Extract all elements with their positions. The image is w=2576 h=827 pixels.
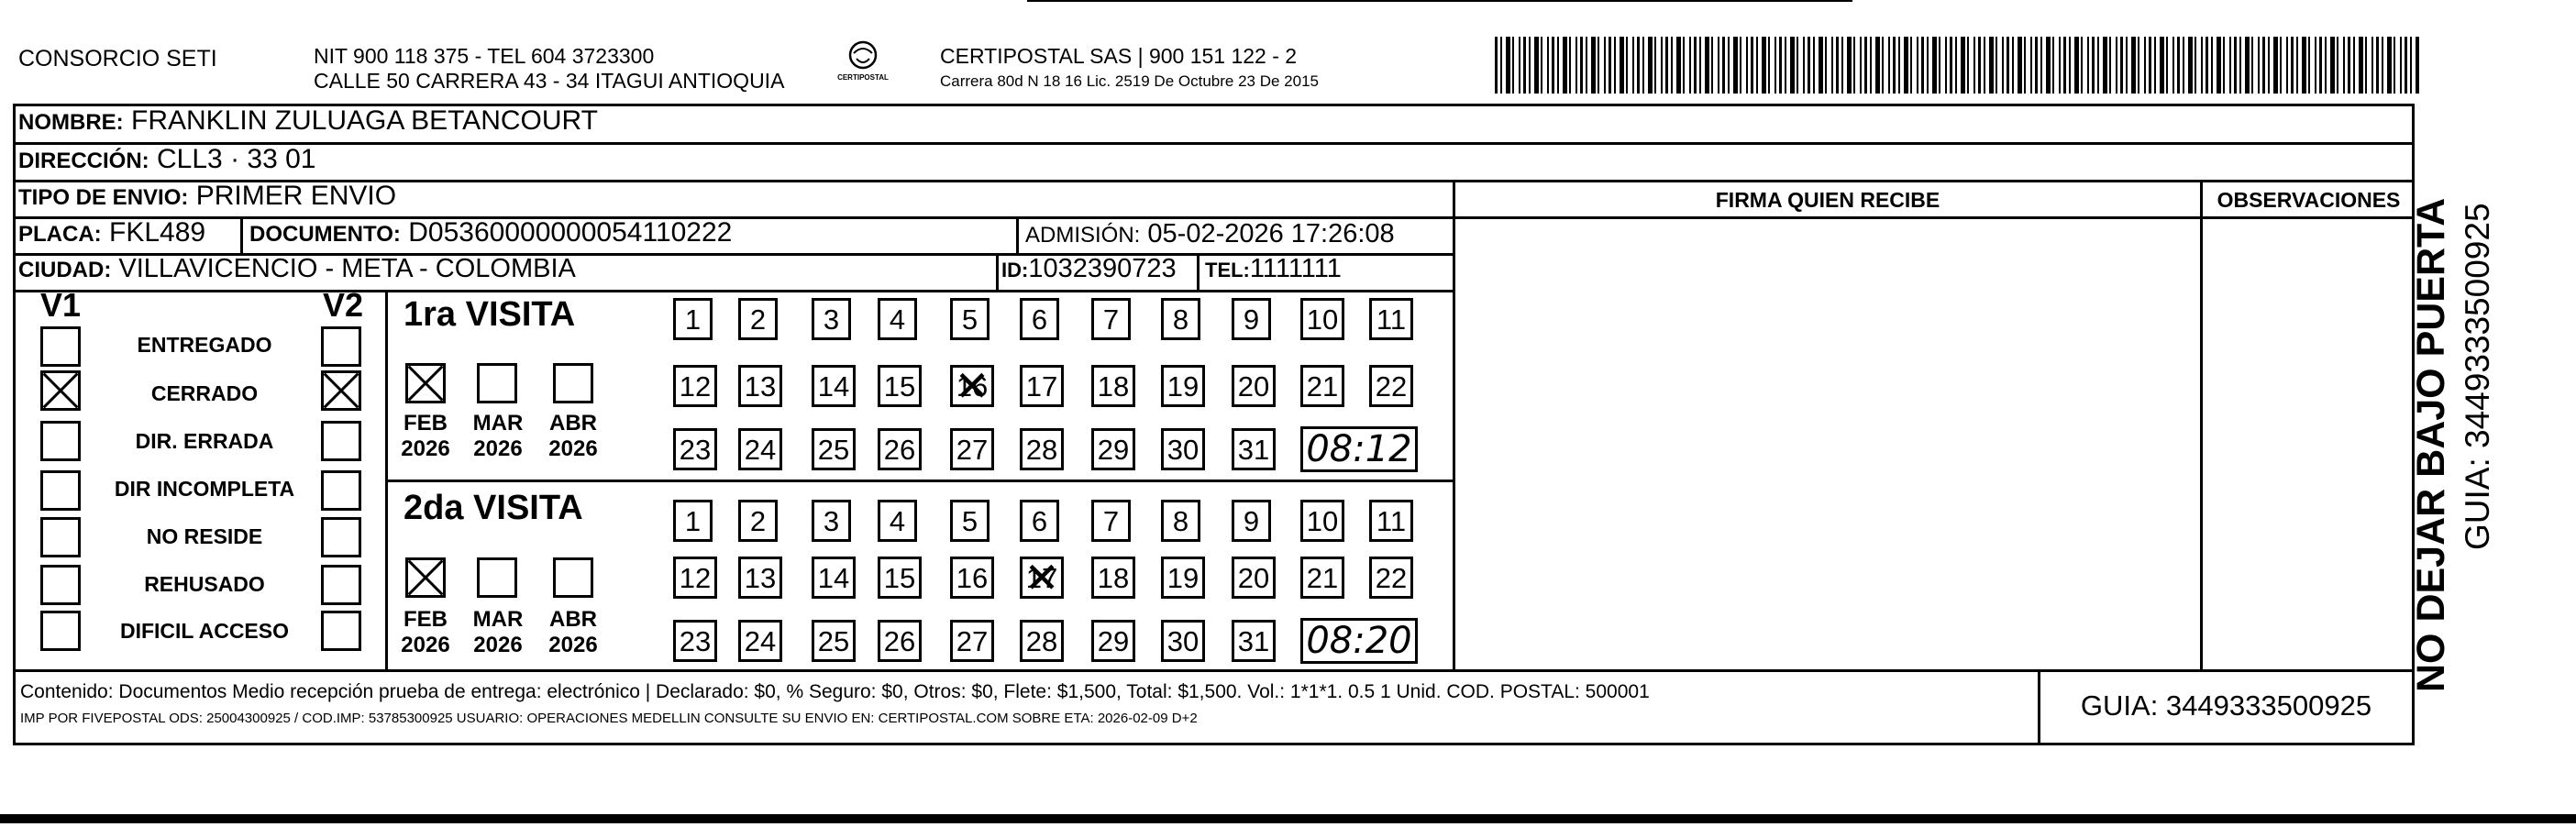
col-divider <box>2200 180 2203 671</box>
visit1-day[interactable]: 7 <box>1091 298 1131 340</box>
status-label: ENTREGADO <box>137 333 272 357</box>
document-label: DOCUMENTO: <box>249 222 401 247</box>
v1-label: V1 <box>40 286 82 324</box>
year-label: 2026 <box>401 436 450 461</box>
bottom-rule <box>0 814 2576 823</box>
visit2-day[interactable]: 27 <box>950 620 994 662</box>
name-field <box>18 105 598 137</box>
name-value: FRANKLIN ZULUAGA BETANCOURT <box>131 105 598 136</box>
visit1-day[interactable]: 26 <box>878 428 922 470</box>
visit2-day-marked[interactable]: 17 ✕ <box>1020 557 1064 599</box>
id-field <box>1001 254 1177 284</box>
visit1-day[interactable]: 13 <box>738 365 782 407</box>
month-label: ABR <box>549 411 597 436</box>
plate-field <box>18 217 205 248</box>
visit2-day[interactable]: 15 <box>878 557 922 599</box>
v2-checkbox-rehusado[interactable] <box>321 565 361 605</box>
address-field <box>18 144 315 175</box>
tel-field <box>1205 254 1342 284</box>
name-label: NOMBRE: <box>18 110 124 135</box>
v2-checkbox-cerrado[interactable] <box>321 370 361 411</box>
v1-checkbox-dir-errada[interactable] <box>40 421 81 461</box>
visit2-month <box>396 607 455 658</box>
tel-value: 1111111 <box>1249 254 1342 283</box>
visit2-day[interactable]: 23 <box>673 620 717 662</box>
visit2-day[interactable]: 7 <box>1091 500 1131 542</box>
imp-line: IMP POR FIVEPOSTAL ODS: 25004300925 / COD.IMP: 53785300925 USUARIO: OPERACIONES MEDELLIN CONSULTE SU ENVIO EN: CERTIPOSTAL.COM SOBRE ETA: 2026-02-09 D+2 <box>20 711 1198 726</box>
visit1-day[interactable]: 10 <box>1300 298 1344 340</box>
city-field <box>18 254 576 284</box>
visit1-title: 1ra VISITA <box>404 295 576 334</box>
v1-checkbox-cerrado[interactable] <box>40 370 81 411</box>
visit2-month-mar-checkbox[interactable] <box>477 557 517 598</box>
plate-label: PLACA: <box>18 222 102 247</box>
visit1-day[interactable]: 30 <box>1161 428 1205 470</box>
admission-value: 05-02-2026 17:26:08 <box>1147 219 1395 248</box>
address-value: CLL3 · 33 01 <box>157 144 316 174</box>
visit2-month <box>544 607 603 658</box>
sender-address: CALLE 50 CARRERA 43 - 34 ITAGUI ANTIOQUIA <box>314 69 785 93</box>
visit2-day[interactable]: 6 <box>1020 500 1059 542</box>
visit2-day[interactable]: 2 <box>738 500 778 542</box>
v2-checkbox-no-reside[interactable] <box>321 517 361 557</box>
certipostal-logo <box>830 40 896 82</box>
courier-line: CERTIPOSTAL SAS | 900 151 122 - 2 <box>940 44 1298 68</box>
observations-header: OBSERVACIONES <box>2217 188 2401 212</box>
visit1-day[interactable]: 28 <box>1020 428 1064 470</box>
visit1-day[interactable]: 18 <box>1091 365 1135 407</box>
visit2-day[interactable]: 30 <box>1161 620 1205 662</box>
v2-checkbox-dificil-acceso[interactable] <box>321 611 361 651</box>
visit1-day-marked[interactable]: 16 ✕ <box>950 365 994 407</box>
visit2-day[interactable]: 28 <box>1020 620 1064 662</box>
city-label: CIUDAD: <box>18 258 112 282</box>
v1-checkbox-entregado[interactable] <box>40 326 81 367</box>
footer-guia: GUIA: 3449333500925 <box>2080 689 2372 722</box>
visit2-day[interactable]: 14 <box>812 557 856 599</box>
visit1-day[interactable]: 22 <box>1369 365 1413 407</box>
visit1-month <box>396 411 455 462</box>
visit2-day[interactable]: 12 <box>673 557 717 599</box>
status-label: DIR INCOMPLETA <box>114 477 295 501</box>
contents-line: Contenido: Documentos Medio recepción prueba de entrega: electrónico | Declarado: $0, % Seguro: $0, Otros: $0, Flete: $1,500, Total: $1,500. Vol.: 1*1*1. 0.5 1 Unid. COD. POSTAL: 500001 <box>20 681 1650 702</box>
visit1-day[interactable]: 9 <box>1232 298 1271 340</box>
v2-checkbox-dir-incompleta[interactable] <box>321 470 361 511</box>
visit1-day[interactable]: 25 <box>812 428 856 470</box>
cell-divider <box>240 216 243 255</box>
row-divider <box>13 290 1453 292</box>
side-guia: GUIA: 3449333500925 <box>2459 203 2496 550</box>
v2-label: V2 <box>323 286 364 324</box>
visit1-day[interactable]: 20 <box>1232 365 1276 407</box>
cell-divider <box>1197 253 1200 292</box>
visit1-month-mar-checkbox[interactable] <box>477 363 517 403</box>
v1-checkbox-rehusado[interactable] <box>40 565 81 605</box>
logo-text: CERTIPOSTAL <box>837 73 889 82</box>
address-label: DIRECCIÓN: <box>18 149 149 173</box>
v2-checkbox-entregado[interactable] <box>321 326 361 367</box>
status-label: DIR. ERRADA <box>135 429 274 453</box>
visit2-day[interactable]: 4 <box>878 500 917 542</box>
v1-checkbox-no-reside[interactable] <box>40 517 81 557</box>
visit1-day[interactable]: 31 <box>1232 428 1276 470</box>
visit1-day[interactable]: 15 <box>878 365 922 407</box>
col-divider <box>1453 180 1455 671</box>
visit2-day[interactable]: 18 <box>1091 557 1135 599</box>
top-rule <box>1027 0 1852 2</box>
visit2-day[interactable]: 20 <box>1232 557 1276 599</box>
visit2-day[interactable]: 25 <box>812 620 856 662</box>
row-divider <box>13 142 2415 145</box>
visit2-month <box>469 607 527 658</box>
month-label: ABR <box>549 607 597 632</box>
visit1-day[interactable]: 2 <box>738 298 778 340</box>
id-label: ID: <box>1001 259 1029 281</box>
visit1-day[interactable]: 14 <box>812 365 856 407</box>
company-name: CONSORCIO SETI <box>18 46 217 72</box>
year-label: 2026 <box>401 633 450 657</box>
document-field <box>249 217 732 248</box>
visit1-day[interactable]: 5 <box>950 298 989 340</box>
visit2-day[interactable]: 9 <box>1232 500 1271 542</box>
visit1-day[interactable]: 6 <box>1020 298 1059 340</box>
visit2-time-box[interactable]: 08:20 <box>1300 618 1418 664</box>
document-value: D05360000000054110222 <box>408 217 733 248</box>
admission-label: ADMISIÓN: <box>1025 223 1141 248</box>
v1-checkbox-dir-incompleta[interactable] <box>40 470 81 511</box>
cell-divider <box>996 253 999 292</box>
type-label: TIPO DE ENVIO: <box>18 185 189 210</box>
nit-line: NIT 900 118 375 - TEL 604 3723300 <box>314 44 655 68</box>
status-label: CERRADO <box>150 381 259 405</box>
id-value: 1032390723 <box>1028 254 1177 283</box>
sender-info <box>314 44 784 94</box>
visit2-day[interactable]: 1 <box>673 500 713 542</box>
col-divider <box>385 290 388 669</box>
tel-label: TEL: <box>1205 259 1250 281</box>
visit1-day[interactable]: 1 <box>673 298 713 340</box>
visit2-day[interactable]: 10 <box>1300 500 1344 542</box>
signature-header: FIRMA QUIEN RECIBE <box>1715 188 1940 212</box>
visit1-day[interactable]: 27 <box>950 428 994 470</box>
status-label: NO RESIDE <box>146 524 263 548</box>
visit1-day[interactable]: 4 <box>878 298 917 340</box>
month-label: FEB <box>404 607 448 632</box>
visit2-day[interactable]: 24 <box>738 620 782 662</box>
visit2-day[interactable]: 31 <box>1232 620 1276 662</box>
barcode <box>1495 37 2419 94</box>
month-label: MAR <box>472 411 524 436</box>
visit1-month <box>544 411 603 462</box>
visit1-month <box>469 411 527 462</box>
visit1-time-box[interactable]: 08:12 <box>1300 426 1418 472</box>
visit2-day[interactable]: 21 <box>1300 557 1344 599</box>
visit2-day[interactable]: 13 <box>738 557 782 599</box>
visit2-day[interactable]: 8 <box>1161 500 1200 542</box>
v1-checkbox-dificil-acceso[interactable] <box>40 611 81 651</box>
visit1-day[interactable]: 11 <box>1369 298 1413 340</box>
visit1-day[interactable]: 23 <box>673 428 717 470</box>
visit-divider <box>385 480 1453 482</box>
visit2-day[interactable]: 5 <box>950 500 989 542</box>
plate-value: FKL489 <box>109 217 206 248</box>
visit1-day[interactable]: 29 <box>1091 428 1135 470</box>
visit2-day[interactable]: 19 <box>1161 557 1205 599</box>
visit2-month-feb-checkbox[interactable] <box>405 557 446 598</box>
visit1-day[interactable]: 8 <box>1161 298 1200 340</box>
type-field <box>18 181 396 212</box>
logo-icon <box>845 40 881 72</box>
visit2-day[interactable]: 26 <box>878 620 922 662</box>
visit1-day[interactable]: 24 <box>738 428 782 470</box>
visit1-month-feb-checkbox[interactable] <box>405 363 446 403</box>
year-label: 2026 <box>473 436 523 461</box>
status-label: DIFICIL ACCESO <box>119 619 289 643</box>
visit2-day[interactable]: 22 <box>1369 557 1413 599</box>
year-label: 2026 <box>548 633 598 657</box>
year-label: 2026 <box>473 633 523 657</box>
type-value: PRIMER ENVIO <box>195 181 397 211</box>
visit1-month-abr-checkbox[interactable] <box>553 363 593 403</box>
visit1-day[interactable]: 17 <box>1020 365 1064 407</box>
visit2-day[interactable]: 16 <box>950 557 994 599</box>
side-warning: NO DEJAR BAJO PUERTA <box>2409 197 2453 692</box>
visit1-day[interactable]: 3 <box>812 298 851 340</box>
visit1-day[interactable]: 21 <box>1300 365 1344 407</box>
visit2-day[interactable]: 3 <box>812 500 851 542</box>
visit1-day[interactable]: 19 <box>1161 365 1205 407</box>
cell-divider <box>1016 216 1019 255</box>
city-value: VILLAVICENCIO - META - COLOMBIA <box>118 254 576 283</box>
admission-field <box>1025 219 1395 249</box>
visit2-month-abr-checkbox[interactable] <box>553 557 593 598</box>
year-label: 2026 <box>548 436 598 461</box>
courier-info <box>940 44 1319 91</box>
month-label: MAR <box>472 607 524 632</box>
visit2-title: 2da VISITA <box>404 489 583 527</box>
footer-divider <box>13 669 2415 672</box>
v2-checkbox-dir-errada[interactable] <box>321 421 361 461</box>
visit1-day[interactable]: 12 <box>673 365 717 407</box>
visit2-day[interactable]: 29 <box>1091 620 1135 662</box>
license-line: Carrera 80d N 18 16 Lic. 2519 De Octubre 23 De 2015 <box>940 72 1319 90</box>
visit2-day[interactable]: 11 <box>1369 500 1413 542</box>
status-label: REHUSADO <box>144 572 265 596</box>
month-label: FEB <box>404 411 448 436</box>
